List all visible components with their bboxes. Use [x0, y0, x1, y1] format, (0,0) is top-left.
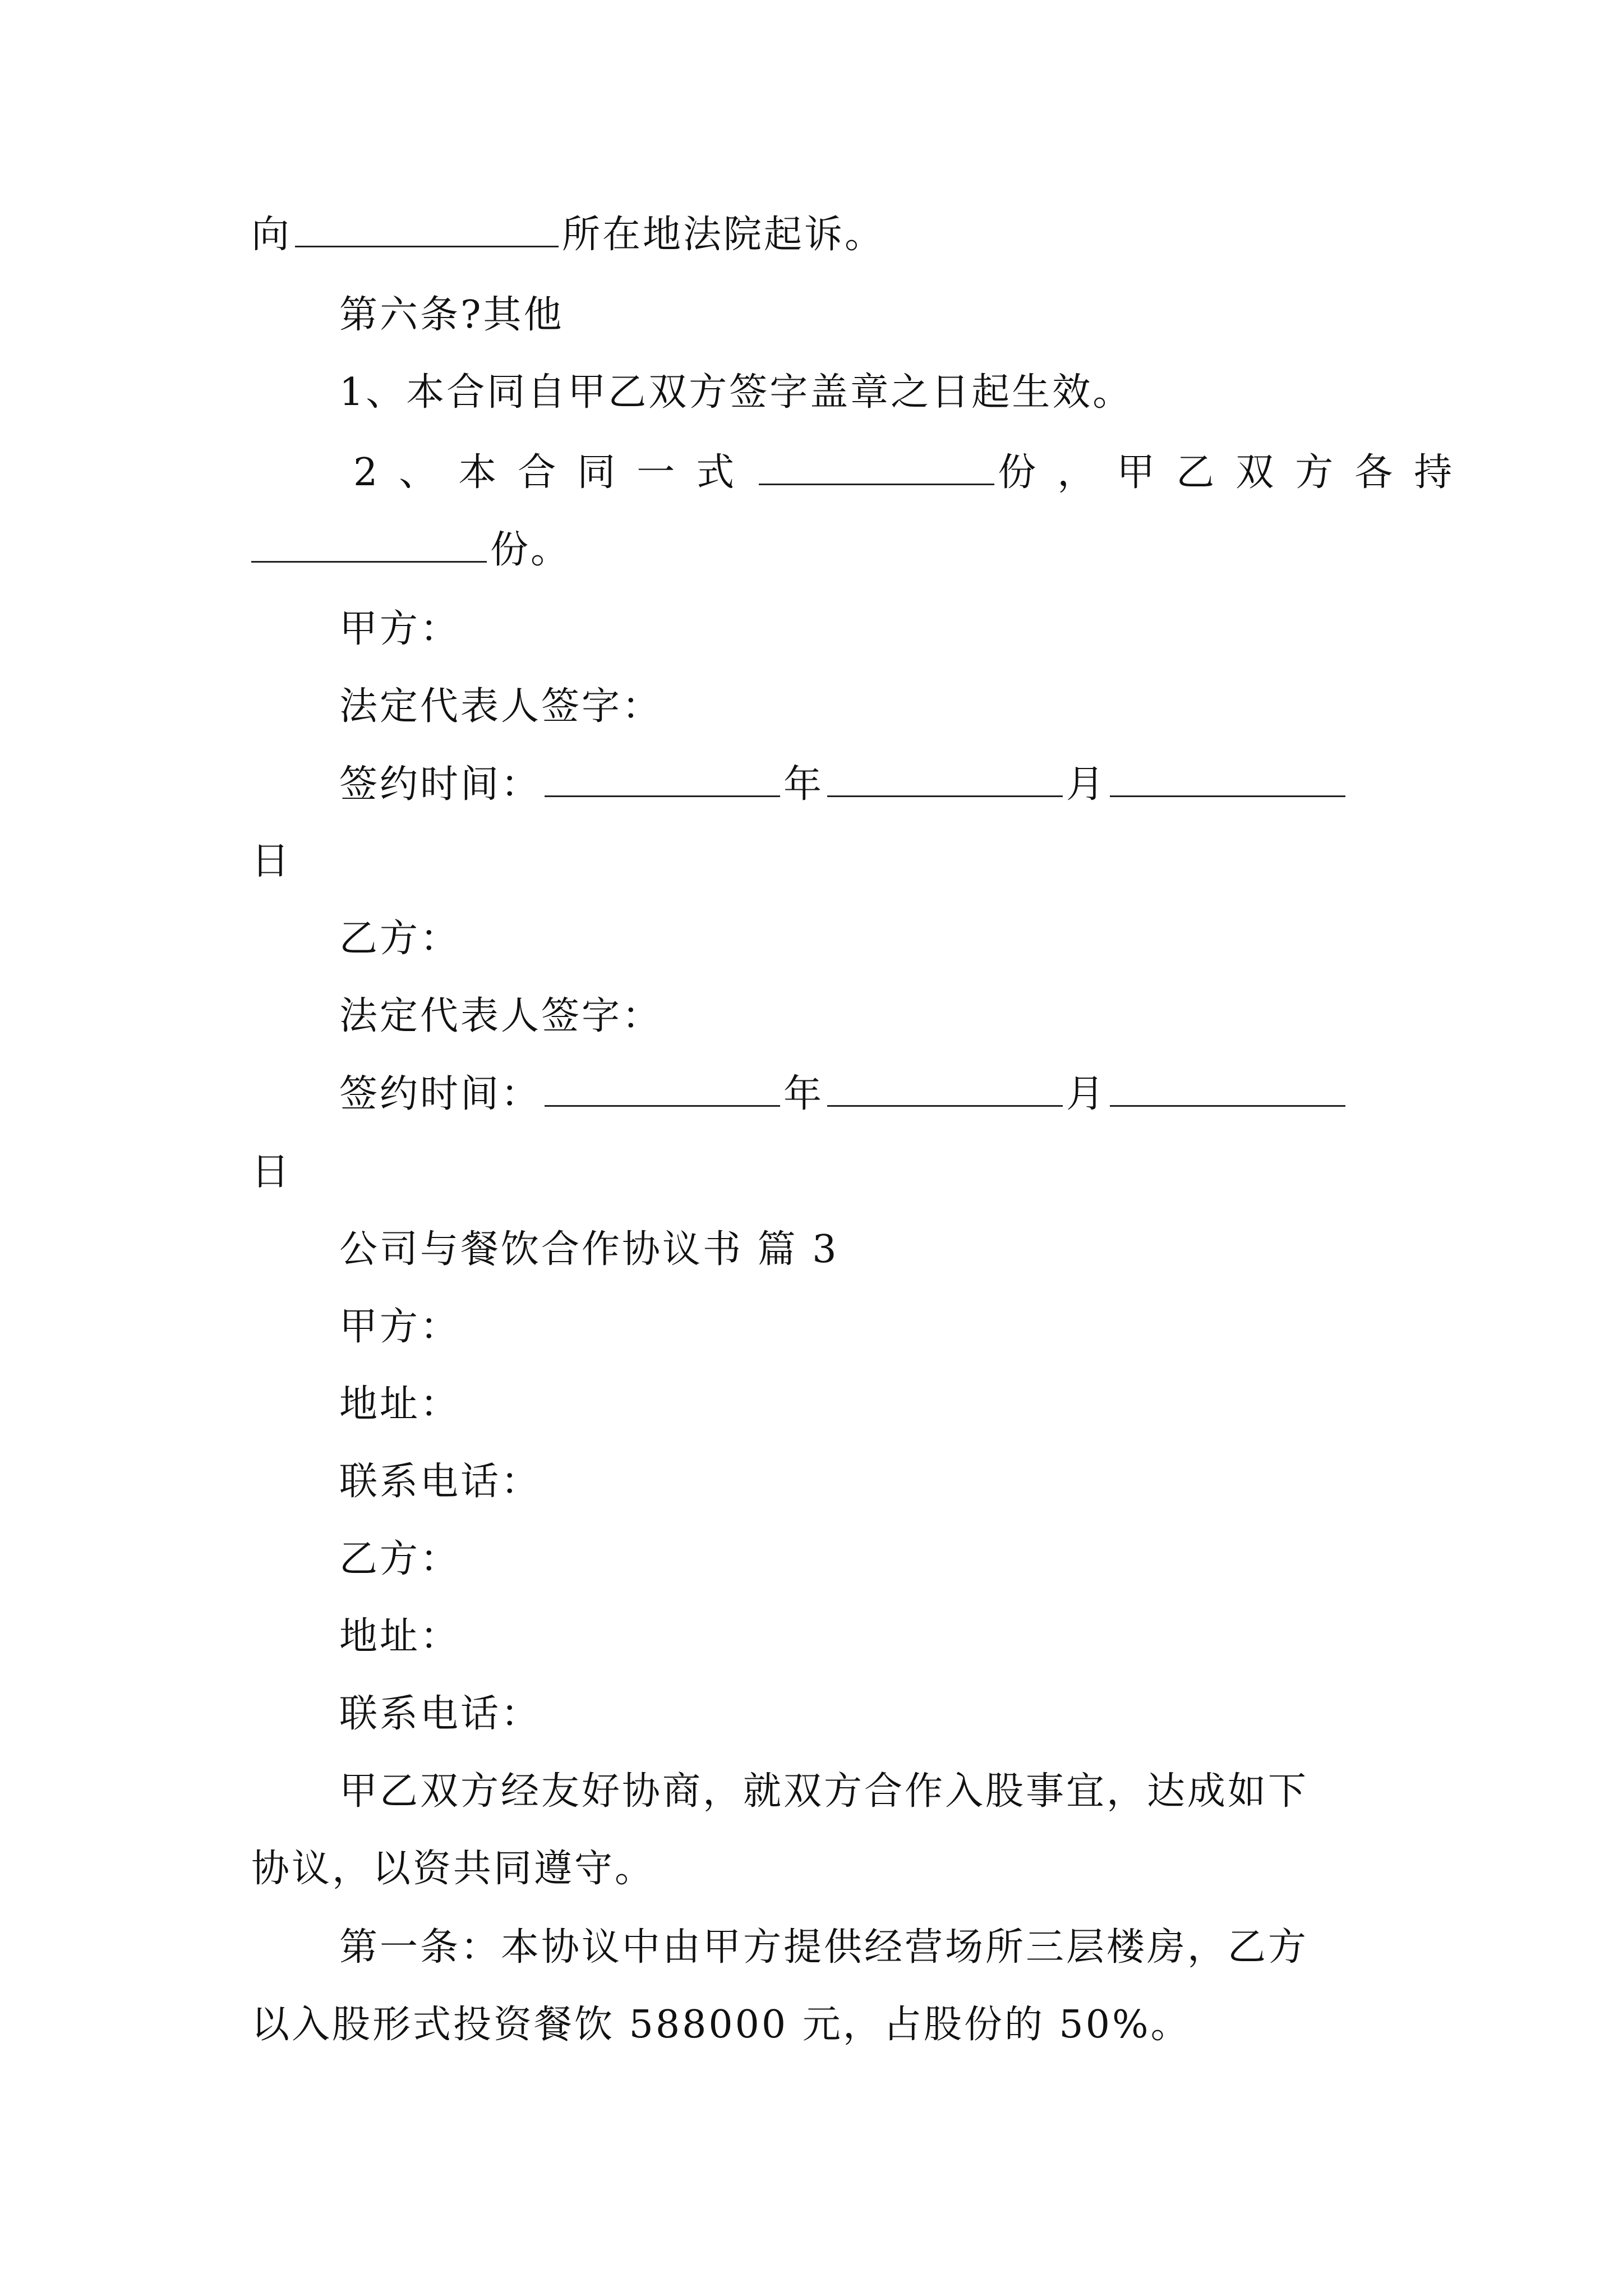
article-6-heading: 第六条?其他 — [339, 293, 564, 337]
clause-2-continuation — [251, 522, 571, 578]
section-title: 公司与餐饮合作协议书 篇 3 — [339, 1227, 839, 1272]
copies-each-blank — [251, 522, 487, 563]
party-b-date-line — [339, 1066, 1345, 1122]
party-a-year: 年 — [783, 762, 824, 807]
intro-paragraph-line-1: 甲乙双方经友好协商，就双方合作入股事宜，达成如下 — [339, 1769, 1309, 1814]
court-clause-suffix: 所在地法院起诉。 — [562, 213, 886, 257]
party-a-rep-signature: 法定代表人签字： — [339, 684, 663, 729]
clause-2-line — [353, 444, 1473, 501]
party-b-year-blank — [545, 1066, 780, 1107]
article-1-line-2: 以入股形式投资餐饮 588000 元，占股份的 50%。 — [251, 2003, 1191, 2047]
party-b-month-blank — [827, 1066, 1063, 1107]
article-1-line-1: 第一条：本协议中由甲方提供经营场所三层楼房，乙方 — [339, 1925, 1309, 1970]
intro-paragraph-line-2: 协议，以资共同遵守。 — [251, 1847, 656, 1891]
party-b-year: 年 — [783, 1072, 824, 1116]
party-a-day-blank — [1110, 756, 1345, 797]
info-party-a-phone: 联系电话： — [339, 1460, 542, 1504]
party-a-date-label: 签约时间： — [339, 762, 542, 807]
clause-2-prefix: 2、本合同一式 — [353, 450, 756, 495]
court-clause-prefix: 向 — [251, 213, 292, 257]
info-party-b-label: 乙方： — [339, 1537, 461, 1581]
party-a-month-blank — [827, 756, 1063, 797]
party-a-month: 月 — [1066, 762, 1107, 807]
court-clause-line — [251, 206, 885, 263]
party-b-day-blank — [1110, 1066, 1345, 1107]
party-b-rep-signature: 法定代表人签字： — [339, 994, 663, 1038]
party-a-year-blank — [545, 756, 780, 797]
court-blank — [295, 206, 559, 247]
clause-2-suffix: 份，甲乙双方各持 — [998, 450, 1474, 495]
party-a-label: 甲方： — [339, 607, 461, 651]
copies-total-blank — [759, 444, 994, 485]
party-b-month: 月 — [1066, 1072, 1107, 1116]
clause-1-text: 1、本合同自甲乙双方签字盖章之日起生效。 — [339, 370, 1133, 415]
party-b-date-label: 签约时间： — [339, 1072, 542, 1116]
party-a-date-line — [339, 756, 1345, 813]
party-b-label: 乙方： — [339, 917, 461, 961]
info-party-b-address: 地址： — [339, 1614, 461, 1659]
info-party-a-address: 地址： — [339, 1382, 461, 1427]
info-party-b-phone: 联系电话： — [339, 1692, 542, 1736]
party-a-day: 日 — [251, 839, 292, 884]
info-party-a-label: 甲方： — [339, 1305, 461, 1349]
clause-2-end: 份。 — [490, 528, 571, 572]
party-b-day: 日 — [251, 1150, 292, 1194]
